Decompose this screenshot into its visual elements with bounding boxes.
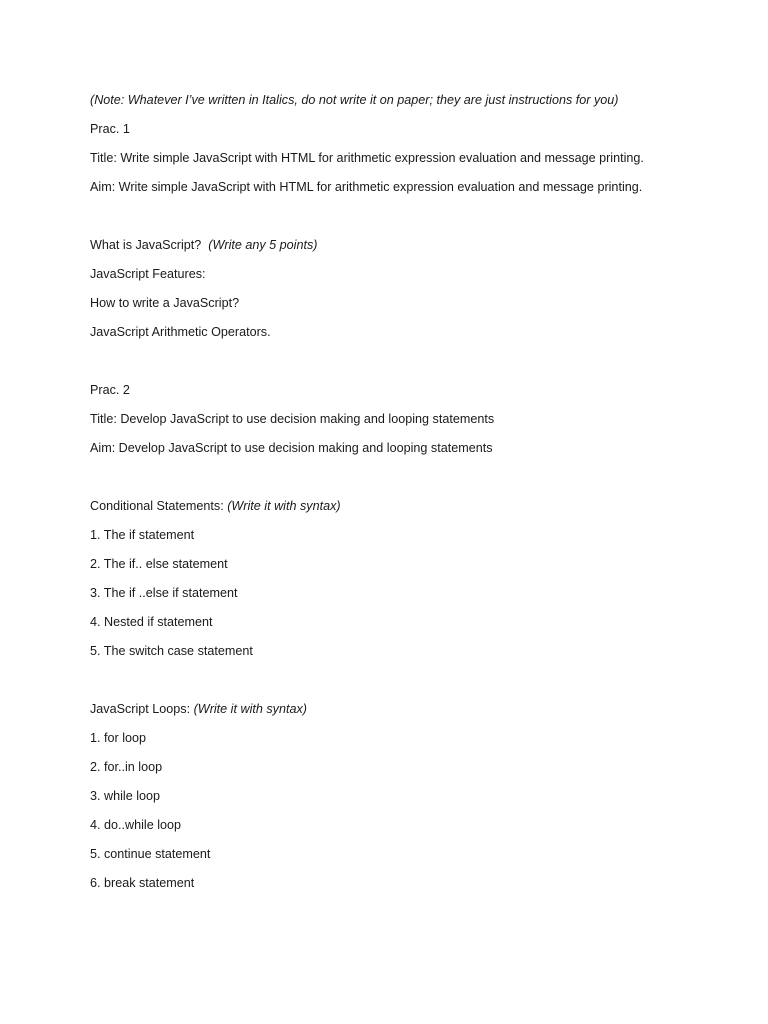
list-item: 2. for..in loop <box>90 760 163 774</box>
conditional-label: Conditional Statements: <box>90 499 224 513</box>
list-item: 1. The if statement <box>90 528 195 542</box>
list-item: 5. The switch case statement <box>90 644 253 658</box>
conditional-instruction: (Write it with syntax) <box>227 499 341 513</box>
prac1-question-how-to: How to write a JavaScript? <box>90 296 240 310</box>
list-item: 6. break statement <box>90 876 195 890</box>
instruction-note: (Note: Whatever I’ve written in Italics, do not write it on paper; they are just instructions for you) <box>90 93 619 107</box>
spacer <box>90 353 730 382</box>
document-page <box>90 92 730 904</box>
prac1-question-what-is <box>90 237 730 254</box>
list-item: 5. continue statement <box>90 847 211 861</box>
prac2-heading: Prac. 2 <box>90 383 130 397</box>
list-item: 1. for loop <box>90 731 147 745</box>
spacer <box>90 208 730 237</box>
prac1-title: Title: Write simple JavaScript with HTML for arithmetic expression evaluation and message printing. <box>90 151 644 165</box>
what-is-javascript-text: What is JavaScript? <box>90 238 202 252</box>
list-item: 4. do..while loop <box>90 818 182 832</box>
prac2-aim: Aim: Develop JavaScript to use decision making and looping statements <box>90 441 493 455</box>
list-item: 4. Nested if statement <box>90 615 213 629</box>
prac1-question-operators: JavaScript Arithmetic Operators. <box>90 325 271 339</box>
prac1-aim: Aim: Write simple JavaScript with HTML for arithmetic expression evaluation and message printing. <box>90 180 643 194</box>
prac1-heading: Prac. 1 <box>90 122 130 136</box>
conditional-statements-heading <box>90 498 730 515</box>
prac2-title: Title: Develop JavaScript to use decision making and looping statements <box>90 412 495 426</box>
spacer <box>90 672 730 701</box>
loops-label: JavaScript Loops: <box>90 702 191 716</box>
what-is-instruction: (Write any 5 points) <box>208 238 318 252</box>
prac1-question-features: JavaScript Features: <box>90 267 206 281</box>
loops-instruction: (Write it with syntax) <box>193 702 307 716</box>
spacer <box>90 469 730 498</box>
list-item: 3. while loop <box>90 789 161 803</box>
list-item: 2. The if.. else statement <box>90 557 228 571</box>
list-item: 3. The if ..else if statement <box>90 586 238 600</box>
javascript-loops-heading <box>90 701 730 718</box>
